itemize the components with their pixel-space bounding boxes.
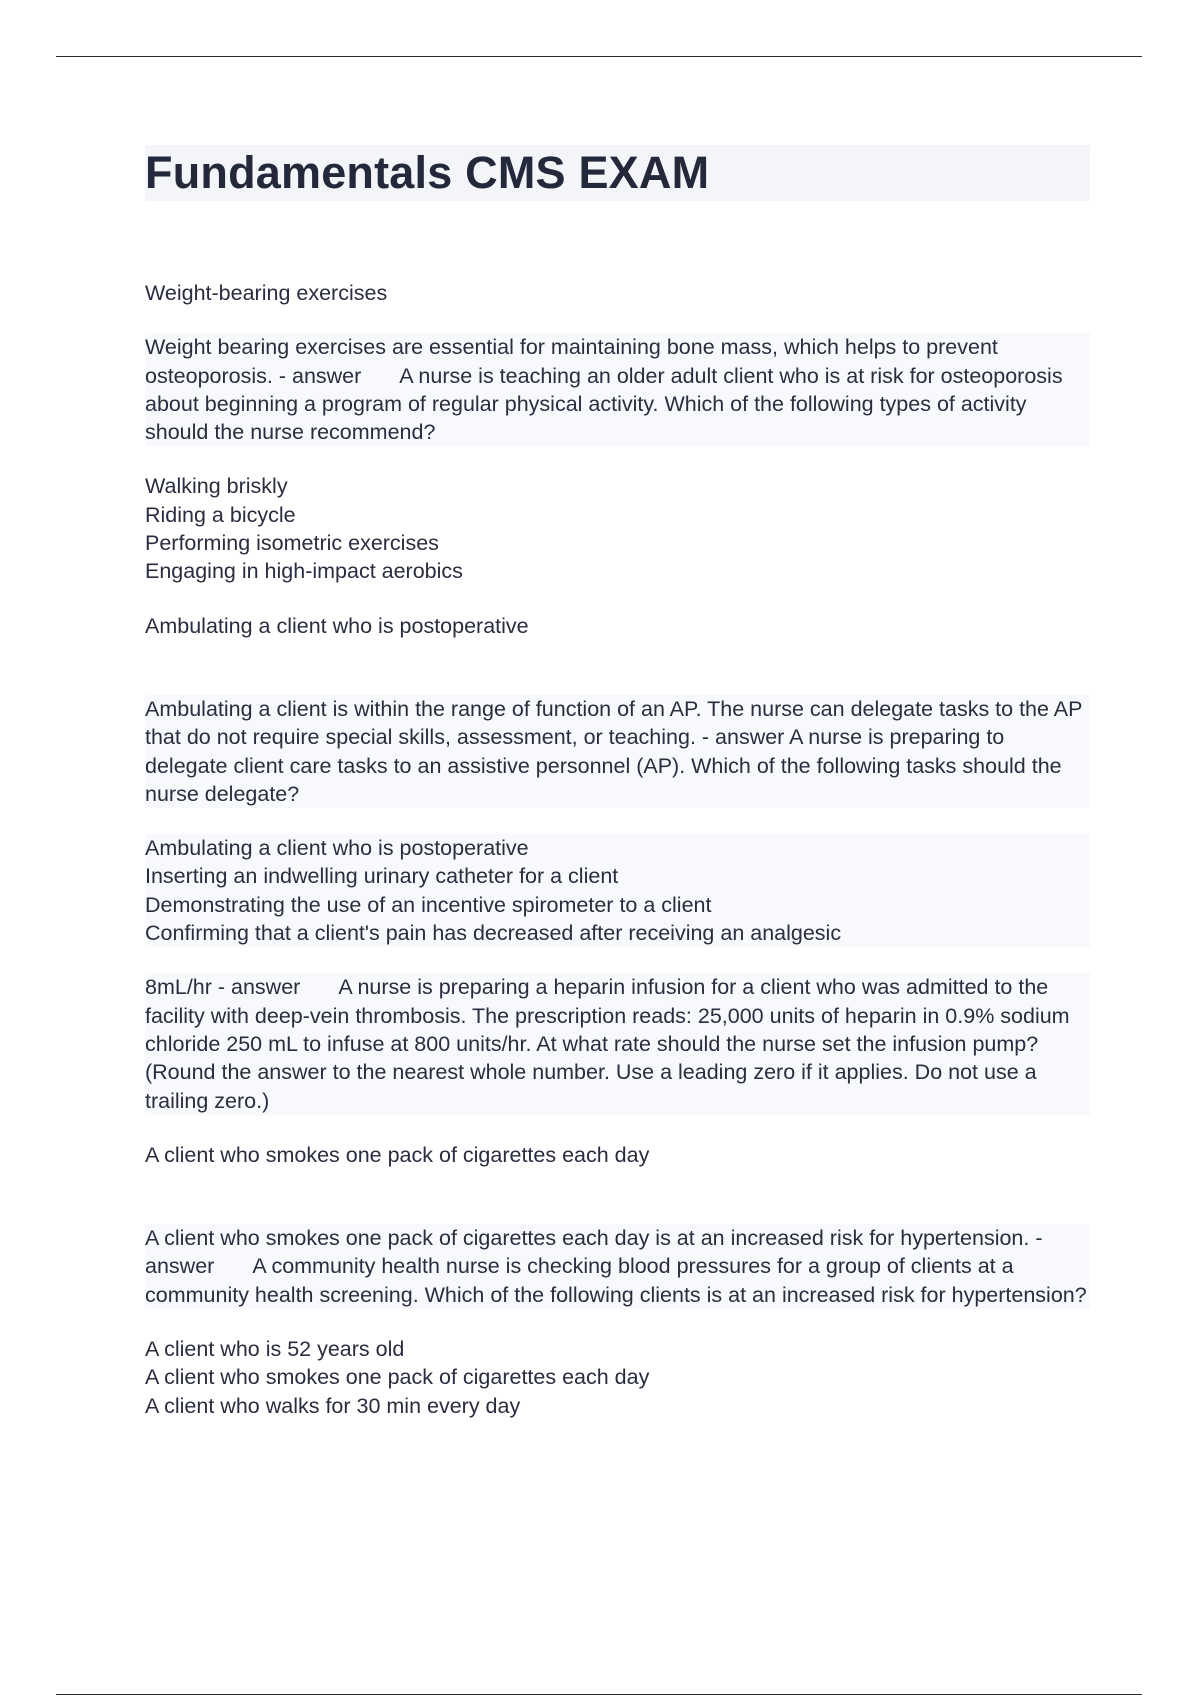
- definition: Ambulating a client is within the range of function of an AP. The nurse can delegate tasks to the AP that do not require special skills, assessment, or teaching. - answer: [145, 696, 1083, 750]
- option: A client who walks for 30 min every day: [145, 1393, 521, 1418]
- question: A nurse is preparing to delegate client care tasks to an assistive personnel (AP). Which of the following tasks should the nurse delegate?: [145, 725, 1062, 806]
- option: Demonstrating the use of an incentive spirometer to a client: [145, 892, 712, 917]
- question: A nurse is teaching an older adult client who is at risk for osteoporosis about beginning a program of regular physical activity. Which of the following types of activity should the nurse recommend?: [145, 363, 1063, 445]
- title-band: [145, 145, 1090, 201]
- option: A client who smokes one pack of cigarettes each day: [145, 1365, 650, 1390]
- option: Engaging in high-impact aerobics: [145, 559, 463, 584]
- options-list: [145, 472, 1090, 585]
- bottom-rule: [56, 1694, 1142, 1695]
- definition: A client who smokes one pack of cigarettes each day is at an increased risk for hypertension. - answer: [145, 1226, 1043, 1279]
- option: Performing isometric exercises: [145, 531, 439, 556]
- term: Weight-bearing exercises: [145, 281, 388, 305]
- option: Inserting an indwelling urinary catheter for a client: [145, 864, 619, 889]
- options-list: [145, 834, 1090, 947]
- option: A client who is 52 years old: [145, 1337, 405, 1362]
- page-title: Fundamentals CMS EXAM: [145, 147, 710, 198]
- option: Walking briskly: [145, 474, 288, 499]
- answer-question-block: [145, 1224, 1090, 1309]
- question: A nurse is preparing a heparin infusion for a client who was admitted to the facility with deep-vein thrombosis. The prescription reads: 25,000 units of heparin in 0.9% sodium chloride 250 mL to infuse at 800 units/hr. At what rate should the nurse set the infusion pump? (Round the answer to the nearest whole number. Use a leading zero if it applies. Do not use a trailing zero.): [145, 975, 1070, 1113]
- answer-question-block: [145, 333, 1090, 446]
- definition: 8mL/hr - answer: [145, 975, 301, 1000]
- top-rule: [56, 56, 1142, 57]
- term: A client who smokes one pack of cigarettes each day: [145, 1142, 650, 1167]
- option: Confirming that a client's pain has decreased after receiving an analgesic: [145, 921, 842, 946]
- question: A community health nurse is checking blood pressures for a group of clients at a community health screening. Which of the following clients is at an increased risk for hypertension?: [145, 1254, 1087, 1307]
- options-list: [145, 1335, 1090, 1420]
- option: Riding a bicycle: [145, 502, 296, 527]
- answer-question-block: [145, 695, 1090, 808]
- answer-question-block: [145, 973, 1090, 1114]
- document-body: [145, 145, 1090, 1420]
- definition: Weight bearing exercises are essential for maintaining bone mass, which helps to prevent osteoporosis. - answer: [145, 335, 998, 388]
- term: Ambulating a client who is postoperative: [145, 613, 529, 638]
- option: Ambulating a client who is postoperative: [145, 836, 529, 861]
